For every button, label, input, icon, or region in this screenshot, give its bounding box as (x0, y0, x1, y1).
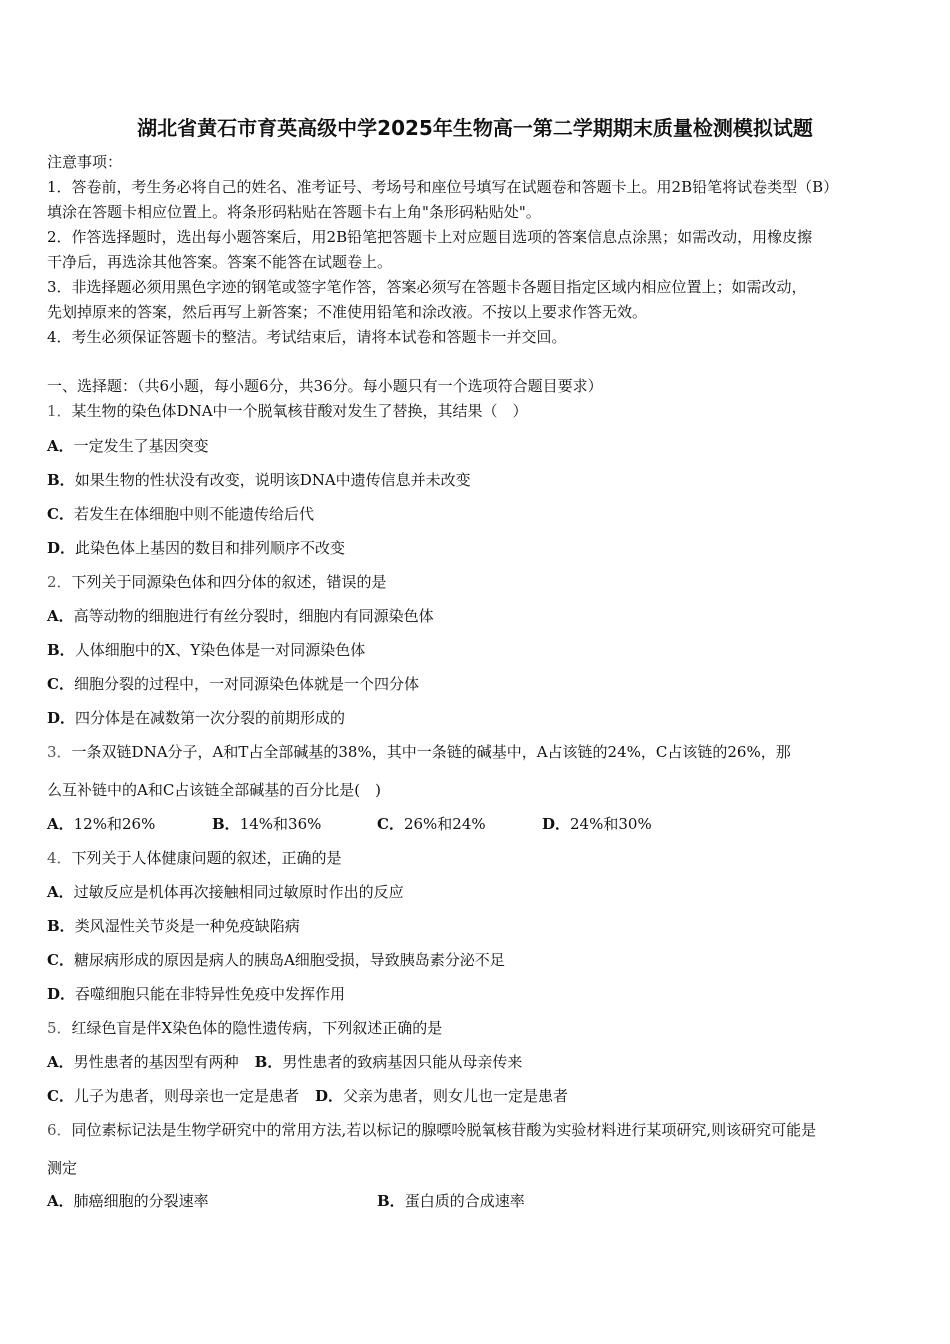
option-label: C． (47, 505, 74, 523)
notice-line-4: 干净后，再选涂其他答案。答案不能答在试题卷上。 (47, 253, 393, 271)
notice-line-1: 1．答卷前，考生务必将自己的姓名、准考证号、考场号和座位号填写在试题卷和答题卡上。用2B铅笔将试卷类型（B） (47, 178, 839, 196)
question-6-option-b (377, 1192, 525, 1210)
option-label: B． (254, 1053, 283, 1071)
question-3-option-d (542, 813, 652, 834)
question-1-option-b (47, 469, 471, 490)
question-4-option-a (47, 881, 404, 902)
question-3-option-a (47, 813, 212, 834)
question-text: 一条双链DNA分子，A和T占全部碱基的38%，其中一条链的碱基中，A占该链的24%，C占该链的26%，那 (71, 743, 791, 761)
question-4-stem (47, 847, 342, 868)
question-5-stem (47, 1017, 442, 1038)
option-text: 如果生物的性状没有改变，说明该DNA中遗传信息并未改变 (74, 471, 471, 489)
option-label: C． (47, 1087, 74, 1105)
question-2-option-b (47, 639, 365, 660)
question-2-option-d (47, 707, 345, 728)
option-text: 男性患者的致病基因只能从母亲传来 (282, 1053, 523, 1071)
question-text: 同位素标记法是生物学研究中的常用方法,若以标记的腺嘌呤脱氧核苷酸为实验材料进行某项研究,则该研究可能是 (71, 1121, 817, 1139)
question-5-options-row-1 (47, 1051, 522, 1072)
option-label: D． (47, 985, 76, 1003)
question-number: 2． (47, 573, 72, 591)
option-text: 吞噬细胞只能在非特异性免疫中发挥作用 (75, 985, 346, 1003)
question-2-option-c (47, 673, 419, 694)
option-label: D． (47, 709, 76, 727)
question-number: 6． (47, 1121, 72, 1139)
question-6-option-a (47, 1190, 377, 1211)
question-2-stem (47, 571, 387, 592)
question-3-option-c (377, 813, 542, 834)
section-heading: 一、选择题：（共6小题，每小题6分，共36分。每小题只有一个选项符合题目要求） (47, 377, 603, 395)
question-2-option-a (47, 605, 434, 626)
question-text: 红绿色盲是伴X染色体的隐性遗传病，下列叙述正确的是 (71, 1019, 443, 1037)
notice-line-5: 3．非选择题必须用黑色字迹的钢笔或签字笔作答，答案必须写在答题卡各题目指定区域内相应位置上；如需改动， (47, 278, 807, 296)
option-label: A． (47, 607, 74, 625)
option-text: 父亲为患者，则女儿也一定是患者 (342, 1087, 568, 1105)
question-6-stem-line-2: 测定 (47, 1159, 78, 1177)
option-label: B． (47, 641, 75, 659)
option-label: D． (542, 815, 571, 833)
option-text: 高等动物的细胞进行有丝分裂时，细胞内有同源染色体 (73, 607, 434, 625)
option-label: D． (47, 539, 76, 557)
option-label: B． (47, 471, 75, 489)
question-3-options (47, 813, 652, 834)
option-label: A． (47, 883, 74, 901)
option-label: B． (377, 1192, 405, 1210)
option-text: 此染色体上基因的数目和排列顺序不改变 (75, 539, 346, 557)
question-number: 4． (47, 849, 72, 867)
option-label: A． (47, 1192, 74, 1210)
notice-line-7: 4．考生必须保证答题卡的整洁。考试结束后，请将本试卷和答题卡一并交回。 (47, 328, 567, 346)
question-5-options-row-2 (47, 1085, 568, 1106)
option-label: A． (47, 437, 74, 455)
question-1-option-d (47, 537, 345, 558)
question-5-option-a (47, 1053, 239, 1071)
option-label: A． (47, 1053, 74, 1071)
notice-line-6: 先划掉原来的答案，然后再写上新答案；不准使用铅笔和涂改液。不按以上要求作答无效。 (47, 303, 648, 321)
question-5-option-d (315, 1087, 568, 1105)
option-label: C． (47, 951, 74, 969)
question-3-stem-line-2: 么互补链中的A和C占该链全部碱基的百分比是( ) (47, 781, 382, 799)
question-5-option-b (255, 1053, 523, 1071)
option-label: C． (47, 675, 74, 693)
option-text: 12%和26% (73, 815, 156, 833)
question-1-option-c (47, 503, 314, 524)
option-label: D． (314, 1087, 343, 1105)
option-label: B． (212, 815, 240, 833)
question-1-option-a (47, 435, 209, 456)
page-title: 湖北省黄石市育英高级中学2025年生物高一第二学期期末质量检测模拟试题 (137, 116, 813, 140)
option-label: B． (47, 917, 75, 935)
option-text: 四分体是在减数第一次分裂的前期形成的 (75, 709, 346, 727)
notice-heading: 注意事项： (47, 153, 123, 171)
question-number: 3． (47, 743, 72, 761)
option-text: 糖尿病形成的原因是病人的胰岛A细胞受损，导致胰岛素分泌不足 (73, 951, 505, 969)
question-6-stem-line-1 (47, 1119, 816, 1140)
option-text: 儿子为患者，则母亲也一定是患者 (73, 1087, 299, 1105)
option-text: 男性患者的基因型有两种 (73, 1053, 239, 1071)
question-3-option-b (212, 813, 377, 834)
option-text: 人体细胞中的X、Y染色体是一对同源染色体 (74, 641, 366, 659)
question-number: 1． (47, 402, 72, 420)
option-text: 一定发生了基因突变 (73, 437, 209, 455)
option-label: C． (377, 815, 404, 833)
option-text: 24%和30% (570, 815, 652, 833)
question-text: 下列关于同源染色体和四分体的叙述，错误的是 (71, 573, 387, 591)
question-text: 某生物的染色体DNA中一个脱氧核苷酸对发生了替换，其结果（ ） (71, 402, 528, 420)
question-text: 下列关于人体健康问题的叙述，正确的是 (71, 849, 342, 867)
notice-line-3: 2．作答选择题时，选出每小题答案后，用2B铅笔把答题卡上对应题目选项的答案信息点涂黑；如需改动，用橡皮擦 (47, 228, 813, 246)
question-5-option-c (47, 1087, 299, 1105)
question-4-option-d (47, 983, 345, 1004)
notice-line-2: 填涂在答题卡相应位置上。将条形码粘贴在答题卡右上角"条形码粘贴处"。 (47, 203, 541, 221)
question-4-option-b (47, 915, 300, 936)
option-text: 14%和36% (239, 815, 322, 833)
option-text: 26%和24% (403, 815, 486, 833)
question-number: 5． (47, 1019, 72, 1037)
option-text: 细胞分裂的过程中，一对同源染色体就是一个四分体 (73, 675, 419, 693)
option-label: A． (47, 815, 74, 833)
option-text: 肺癌细胞的分裂速率 (73, 1192, 209, 1210)
question-6-options (47, 1190, 525, 1211)
option-text: 蛋白质的合成速率 (404, 1192, 525, 1210)
question-1-stem (47, 400, 528, 421)
option-text: 类风湿性关节炎是一种免疫缺陷病 (74, 917, 300, 935)
option-text: 若发生在体细胞中则不能遗传给后代 (73, 505, 314, 523)
question-3-stem-line-1 (47, 741, 791, 762)
question-4-option-c (47, 949, 505, 970)
option-text: 过敏反应是机体再次接触相同过敏原时作出的反应 (73, 883, 404, 901)
